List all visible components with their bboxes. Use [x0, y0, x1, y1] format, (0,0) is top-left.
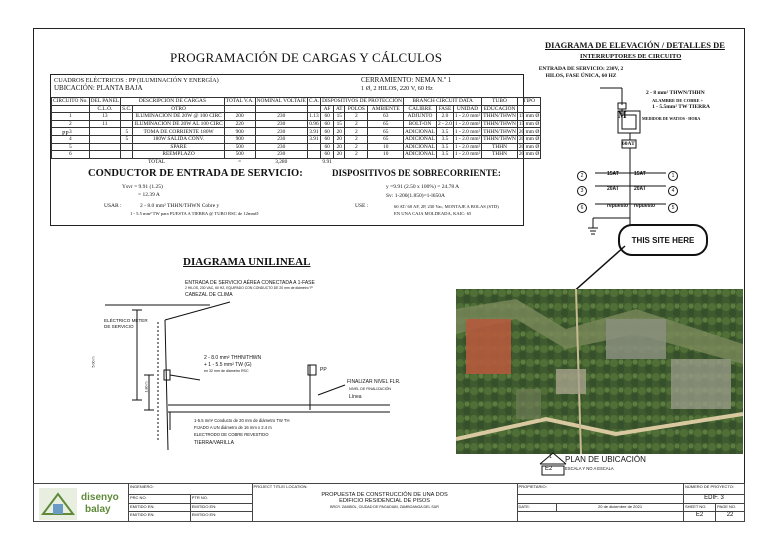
service-entrance-note: ENTRADA DE SERVICIO: 230V, 2 HILOS, FASE ÚNICA, 60 HZ [538, 66, 624, 79]
total-cell: = [238, 159, 242, 166]
table-cell: REEMPLAZO [133, 151, 224, 159]
total-cell: 9.91 [322, 159, 332, 166]
meter-symbol: M [618, 110, 627, 120]
total-row [52, 158, 541, 165]
location-line: UBICACIÓN: PLANTA BAJA [54, 84, 143, 92]
project-label: PROJECT TITLE/ LOCATION: [253, 484, 308, 489]
table-cell: 2 - 2.0 [437, 121, 452, 128]
meter-note: MEDIDOR DE WATIOS - HORA [642, 116, 701, 121]
table-cell: 6 [52, 151, 90, 159]
table-cell: 60 [321, 120, 334, 128]
company-name-2: balay [85, 503, 111, 515]
table-cell: 2.0 [436, 113, 453, 121]
table-cell [307, 143, 320, 151]
table-cell: 2 [345, 135, 368, 143]
table-cell: SPARE [133, 143, 224, 151]
table-cell: 5 [121, 135, 133, 143]
table-cell: 20 mm Ø [518, 136, 540, 143]
table-cell: 63 [368, 113, 404, 121]
table-cell: 1.13 [309, 113, 319, 120]
system-line: 1 Ø, 2 HILOS, 220 V, 60 Hz [361, 85, 433, 92]
table-cell: 1 - 2.0 mm² [454, 151, 481, 158]
unilineal-diagram [90, 280, 450, 460]
table-cell: 0.96 [309, 121, 319, 128]
note-meter: ELÉCTRICO METER DE SERVICIO [104, 318, 148, 329]
table-cell [121, 143, 133, 151]
col-protection: DISPOSITIVOS DE PROTECCIÓN [322, 98, 403, 105]
table-cell: 15 [334, 113, 345, 121]
prc-cell: PRC NO. [129, 494, 191, 503]
company-name-1: disenyo [81, 491, 119, 503]
col-branch: BRANCH CIRCUIT DATA [404, 98, 482, 106]
conductor-calc-1 [122, 184, 163, 191]
table-cell: 15 mm Ø [518, 121, 540, 128]
table-cell: 15 [334, 120, 345, 128]
table-cell: BOLT-ON [404, 120, 437, 128]
table-cell: 11 [89, 120, 121, 128]
enclosure-line: CERRAMIENTO: NEMA N.º 1 [361, 76, 452, 84]
sheet-content: EDIF. 3 [683, 494, 744, 503]
table-row [52, 128, 541, 136]
note-ground-2: FIJADO A UN diámetro de 16 mm x 2.4 m [194, 425, 272, 430]
table-cell: 60 [321, 128, 334, 136]
table-cell [307, 151, 320, 159]
table-cell: 230 [255, 113, 307, 121]
subheader-cell [255, 105, 307, 113]
company-logo-icon [39, 488, 77, 520]
wire-note-1: 2 - 8 mm² THWN/THHN [646, 90, 705, 96]
page-no: 22 [716, 512, 745, 522]
table-cell: 3.91 [309, 136, 319, 143]
conductor-label: Ysvr [122, 184, 133, 190]
conductor-value-1: = 9.91 (1.25) [134, 184, 163, 190]
breaker-circuit-right: 5 [668, 203, 678, 213]
table-cell: 180W SALIDA CONV. [133, 135, 224, 143]
table-cell: 20 [334, 143, 345, 151]
note-ground-4: TIERRA/VARILLA [194, 440, 234, 446]
table-cell: 65 [368, 135, 404, 143]
table-cell: 60 [321, 135, 334, 143]
location-map [456, 289, 743, 454]
table-cell: 65 [368, 120, 404, 128]
table-cell [121, 113, 133, 121]
table-cell: 1 - 2.0 mm² [454, 136, 481, 143]
title-block [33, 483, 745, 522]
table-cell [89, 143, 121, 151]
subheader-cell: POLOS [345, 105, 368, 113]
table-cell: 500 [224, 151, 255, 159]
note-service-2: 2 HILOS, 230 VAC, 60 HZ, EQUIPADO CON CONDUCTO DE 20 mm de diámetro 'P' [185, 286, 314, 290]
table-cell: 10 [368, 151, 404, 159]
dimension-2: 1.80 m [144, 381, 149, 393]
note-floor-2: NIVEL DE FINALIZACIÓN [349, 387, 392, 391]
table-cell: 230 [255, 143, 307, 151]
table-cell: 65 [368, 128, 404, 136]
table-cell: 4 [52, 135, 90, 143]
project-line-1: PROPUESTA DE CONSTRUCCIÓN DE UNA DOS [321, 492, 448, 498]
note-clima: CABEZAL DE CLIMA [185, 292, 233, 298]
col-tubo: TUBO [482, 98, 518, 106]
project-line-2: EDIFICIO RESIDENCIAL DE PISOS [339, 498, 430, 504]
table-cell: 2 [345, 151, 368, 159]
breaker-circuit-left: 3 [577, 186, 587, 196]
conductor-use-label: USAR : [104, 203, 122, 209]
table-cell: 3 [52, 128, 90, 136]
wire-note-3: 1 - 5.5mm² TW TIERRA [652, 104, 711, 110]
overcurrent-use-1: 60 AT/ 60 AF, 2P, 230 Vac, MONTAJE A BOLAS (STD) [394, 204, 499, 209]
table-row [52, 113, 541, 121]
table-cell: ADJUNTO [404, 113, 437, 121]
table-cell: 5 [52, 143, 90, 151]
sheet-no: E2 [683, 512, 715, 522]
subheader-cell [517, 105, 540, 113]
main-breaker-label: 60AT [622, 141, 635, 147]
note-ground-3: ELECTRODO DE COBRE REVESTIDO [194, 432, 269, 437]
overcurrent-calc-2: Sv: 1-200(1.850)=1-l650A [386, 193, 446, 199]
col-circuit: CIRCUITO No. [53, 98, 88, 105]
table-cell [121, 120, 133, 128]
subheader-cell [307, 105, 320, 113]
subheader-cell: UNIDAD [453, 105, 481, 113]
breaker-rating-right: repuesto [634, 203, 656, 209]
table-cell: 60 [321, 151, 334, 159]
table-cell: 230 [255, 120, 307, 128]
table-cell: 10 [368, 143, 404, 151]
table-row [52, 151, 541, 159]
table-cell: 220 [224, 120, 255, 128]
table-cell: 60 [321, 113, 334, 121]
subheader-cell [224, 105, 255, 113]
table-cell: 3.5 [436, 143, 453, 151]
project-line-3: BRGY. ZAMBOL, CIUDAD DE PAGADIAN, ZAMBOANGA DEL SUR [330, 505, 439, 509]
page-title: PROGRAMACIÓN DE CARGAS Y CÁLCULOS [170, 50, 443, 65]
ptr-cell: PTR NO. [190, 494, 252, 503]
table-row [52, 135, 541, 143]
note-wire-1: 2 - 8.0 mm² THHN/THWN [204, 355, 262, 361]
table-cell: 3.91 [309, 128, 319, 135]
elevation-subtitle: INTERRUPTORES DE CIRCUITO [580, 53, 682, 60]
table-cell: 2 [345, 143, 368, 151]
issued-on-1: EMITIDO EN: [129, 503, 191, 512]
subheader-cell: AMBIENTE [368, 105, 404, 113]
plan-tag-top: 1 [549, 454, 552, 460]
table-cell: 3.5 [436, 135, 453, 143]
conductor-title: CONDUCTOR DE ENTRADA DE SERVICIO: [88, 168, 303, 179]
note-floor-3: Línea [349, 394, 362, 400]
table-cell [89, 151, 121, 159]
overcurrent-title: DISPOSITIVOS DE SOBRECORRIENTE: [332, 168, 501, 178]
table-cell: ILUMINACIÓN DE 20W AL 100 CIRC [134, 121, 223, 128]
subheader-cell: AF [321, 105, 334, 113]
table-row [52, 143, 541, 151]
table-cell: THHN/THWN [483, 121, 516, 128]
date-blank [517, 512, 683, 522]
table-cell [89, 135, 121, 143]
breaker-circuit-right: 4 [668, 186, 678, 196]
note-ground-1: 1-5.5 mm² Conducto de 20 mm de diámetro TW TH [194, 418, 290, 423]
breaker-rating-right: 20AT [634, 186, 646, 192]
table-cell: 1 - 2.0 mm² [454, 128, 481, 135]
table-row [52, 120, 541, 128]
table-cell: 20 mm Ø [518, 128, 540, 135]
table-cell: THHN/THWN [483, 113, 516, 120]
col-panel: DEL PANEL [90, 98, 120, 105]
note-wire-3: en 32 mm de diámetro RSC [204, 369, 249, 373]
table-cell: 20 mm Ø [518, 151, 540, 158]
plan-tag-symbol [538, 451, 568, 477]
engineer-cell: INGENIERO: [129, 484, 253, 495]
note-service: ENTRADA DE SERVICIO AÉREA CONECTADA A 1-FASE [185, 280, 315, 286]
total-cell [52, 158, 90, 165]
table-cell: THHN [482, 151, 518, 159]
subheader-cell: EDUCACIÓN [483, 105, 516, 112]
table-cell: 2 [345, 128, 368, 136]
table-cell: ADICIONAL [405, 143, 435, 150]
table-cell: 500 [224, 143, 255, 151]
table-cell: 200 [224, 113, 255, 121]
table-cell: ADICIONAL [405, 151, 435, 158]
date-label: DATE: [517, 503, 557, 512]
table-cell: 230 [255, 128, 307, 136]
table-cell: 20 [334, 151, 345, 159]
table-cell: 2 [345, 120, 368, 128]
table-cell: 230 [255, 151, 307, 159]
subheader-cell: CALIBRE [404, 105, 437, 113]
col-total-va: TOTAL V.A. [225, 98, 254, 105]
col-description: DESCRIPCIÓN DE CARGAS [121, 98, 225, 106]
table-cell: 1 - 2.0 mm² [454, 113, 481, 120]
table-cell: 60 [321, 143, 334, 151]
table-cell: 2 [345, 113, 368, 121]
conductor-use-1: 2 - 8.0 mm² THHN/THWN Cobre y [140, 203, 220, 209]
table-cell: 20 mm Ø [518, 143, 540, 150]
overcurrent-calc-1: y =9.91 (2.50 x 100%) = 24.78 A [386, 184, 460, 190]
overcurrent-use-2: EN UNA CAJA MOLDEADA, KAIC: 65 [394, 211, 472, 216]
page-no-label: PAGE NO. [716, 503, 745, 512]
date-value: 20 de diciembre de 2021 [557, 503, 684, 512]
owner-cell: PROPIETARIO: [517, 484, 683, 495]
site-callout: THIS SITE HERE [618, 224, 708, 256]
table-cell: 5 [121, 128, 133, 136]
table-cell: 900 [224, 135, 255, 143]
subheader-cell: S.C. [122, 105, 132, 112]
conductor-use-2: 1 - 5.5 mm² TW para PUESTA A TIERRA @ TUBO RSC de 12mmØ [130, 211, 259, 216]
panel-label: PP [62, 131, 69, 137]
aerial-photo [456, 289, 743, 454]
breaker-circuit-left: 6 [577, 203, 587, 213]
sheet-no-label: SHEET NO. [683, 503, 715, 512]
subheader-cell: FASE [436, 105, 453, 113]
breaker-circuit-left: 2 [577, 171, 587, 181]
plan-tag-bottom: E2 [545, 466, 553, 472]
table-cell: THHN/THWN [483, 128, 516, 135]
project-cell [252, 484, 517, 522]
table-cell: 900 [224, 128, 255, 136]
table-cell: ADICIONAL [405, 128, 435, 135]
subheader-cell: OTRO [133, 105, 224, 113]
breaker-rating-right: 15AT [634, 171, 646, 177]
col-voltage: NOMINAL VOLTAJE [256, 98, 306, 105]
table-cell: 3.5 [436, 151, 453, 159]
table-cell: 3.5 [436, 128, 453, 136]
elevation-title: DIAGRAMA DE ELEVACIÓN / DETALLES DE [545, 40, 725, 50]
subheader-cell: AT [334, 105, 345, 113]
total-cell: TOTAL [148, 159, 166, 166]
dimension-1: 5.00 m [91, 356, 96, 368]
issued-on-2: EMITIDO EN: [129, 512, 191, 522]
table-cell: ILUMINACIÓN DE 20W @ 100 CIRC [133, 113, 224, 121]
subheader-cell: C.L.O. [89, 105, 121, 113]
breaker-rating-left: 20AT [607, 186, 619, 192]
table-cell: THHN [482, 143, 518, 151]
subheader-row [52, 105, 541, 113]
location-plan-subtitle: ESCALA Y NO A ESCALA [565, 466, 614, 471]
unilineal-title: DIAGRAMA UNILINEAL [183, 256, 311, 268]
note-wire-2: + 1 - 5.5 mm² TW (G) [204, 362, 252, 368]
overcurrent-use-label: USE : [355, 203, 369, 209]
table-cell: 13 [89, 113, 121, 121]
col-tipo: TIPO [517, 98, 540, 106]
wire-note-2: ALAMBRE DE COBRE + [652, 98, 704, 103]
note-floor: FINALIZAR NIVEL FLR. [347, 379, 401, 385]
breaker-circuit-right: 1 [668, 171, 678, 181]
table-cell: 15 mm Ø [518, 113, 540, 120]
table-cell [121, 151, 133, 159]
total-cell [334, 158, 541, 165]
table-cell: 1 - 2.0 mm² [454, 143, 481, 150]
table-cell: 1 [52, 113, 90, 121]
load-table [51, 97, 541, 165]
breaker-rating-left: repuesto [607, 203, 629, 209]
table-cell: 20 [334, 135, 345, 143]
issued-at-1: EMITIDO EN: [190, 503, 252, 512]
issued-at-2: EMITIDO EN: [190, 512, 252, 522]
table-cell: 20 [334, 128, 345, 136]
panel-line: CUADROS ELÉCTRICOS : PP (ILUMINACIÓN Y ENERGÍA) [54, 77, 219, 84]
location-plan-title: PLAN DE UBICACIÓN [565, 455, 646, 464]
total-cell [307, 158, 320, 165]
table-cell: THHN/THWN [483, 136, 516, 143]
table-cell [89, 128, 121, 136]
table-cell: 230 [255, 135, 307, 143]
table-cell: 1 - 2.0 mm² [454, 121, 481, 128]
table-cell: TOMA DE CORRIENTE 180W [133, 128, 224, 136]
company-logo-cell [34, 484, 129, 522]
col-ca: C.A. [308, 98, 320, 105]
conductor-calc-2: = 12.39 A [138, 192, 160, 198]
subheader-cell [52, 105, 90, 113]
table-cell: ADICIONAL [405, 136, 435, 143]
table-cell: 2 [52, 120, 90, 128]
owner-blank [517, 494, 683, 503]
breaker-rating-left: 15AT [607, 171, 619, 177]
sheet-content-label: NÚMERO DE PROYECTO: [683, 484, 744, 495]
panel-tag: PP [320, 367, 327, 373]
total-cell: 3,280 [275, 159, 288, 166]
